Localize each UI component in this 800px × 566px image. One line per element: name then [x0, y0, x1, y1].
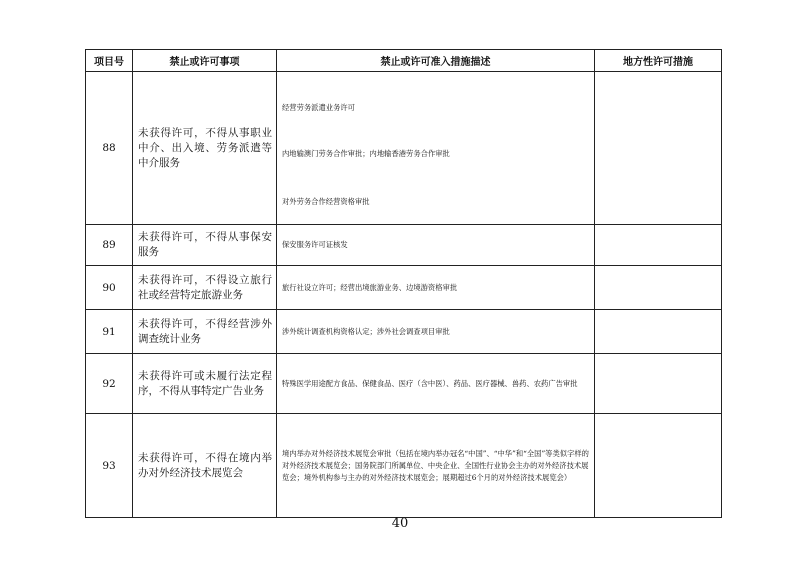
row-local-measures	[595, 310, 722, 354]
table-row	[86, 225, 722, 266]
row-local-measures	[595, 225, 722, 266]
table-row	[86, 310, 722, 354]
row-local-measures	[595, 414, 722, 518]
row-number: 88	[86, 72, 133, 225]
header-permit-item: 禁止或许可事项	[133, 50, 277, 72]
row-number: 89	[86, 225, 133, 266]
row-measures	[277, 414, 595, 518]
row-item: 未获得许可，不得从事职业中介、出入境、劳务派遣等中介服务	[133, 72, 277, 225]
row-measures	[277, 72, 595, 225]
row-measures	[277, 266, 595, 310]
row-number: 93	[86, 414, 133, 518]
table-row	[86, 354, 722, 414]
row-local-measures	[595, 266, 722, 310]
row-item: 未获得许可，不得在境内举办对外经济技术展览会	[133, 414, 277, 518]
header-local-measures: 地方性许可措施	[595, 50, 722, 72]
row-number: 91	[86, 310, 133, 354]
row-measures	[277, 354, 595, 414]
header-row	[86, 50, 722, 72]
table-row	[86, 414, 722, 518]
regulation-table	[85, 49, 722, 518]
measure-line: 保安服务许可证核发	[282, 240, 348, 249]
row-number: 92	[86, 354, 133, 414]
measure-line: 涉外统计调查机构资格认定；涉外社会调查项目审批	[282, 326, 450, 336]
row-number: 90	[86, 266, 133, 310]
table-row	[86, 266, 722, 310]
row-local-measures	[595, 72, 722, 225]
page-number: 40	[391, 516, 409, 531]
table-row	[86, 72, 722, 225]
row-item: 未获得许可，不得经营涉外调查统计业务	[133, 310, 277, 354]
measure-line: 经营劳务派遣业务许可	[282, 103, 355, 112]
measure-line: 内地输澳门劳务合作审批；内地输香港劳务合作审批	[282, 149, 450, 158]
row-item: 未获得许可或未履行法定程序，不得从事特定广告业务	[133, 354, 277, 414]
row-item: 未获得许可，不得设立旅行社或经营特定旅游业务	[133, 266, 277, 310]
header-project-number: 项目号	[86, 50, 133, 72]
row-measures	[277, 310, 595, 354]
measure-line: 旅行社设立许可；经营出境旅游业务、边境游资格审批	[282, 282, 458, 292]
header-measure-description: 禁止或许可准入措施描述	[277, 50, 595, 72]
row-measures	[277, 225, 595, 266]
row-local-measures	[595, 354, 722, 414]
measure-line: 特殊医学用途配方食品、保健食品、医疗（含中医）、药品、医疗器械、兽药、农药广告审批	[282, 378, 578, 388]
measure-line: 对外劳务合作经营资格审批	[282, 197, 370, 206]
row-item: 未获得许可，不得从事保安服务	[133, 225, 277, 266]
measure-line: 境内举办对外经济技术展览会审批（包括在境内举办冠名“中国”、“中华”和“全国”等类似字样的对外经济技术展览会；国务院部门所属单位、中央企业、全国性行业协会主办的对外经济技术展览会；境外机构参与主办的对外经济技术展览会；展期超过6个月的对外经济技术展览会）	[282, 448, 589, 482]
